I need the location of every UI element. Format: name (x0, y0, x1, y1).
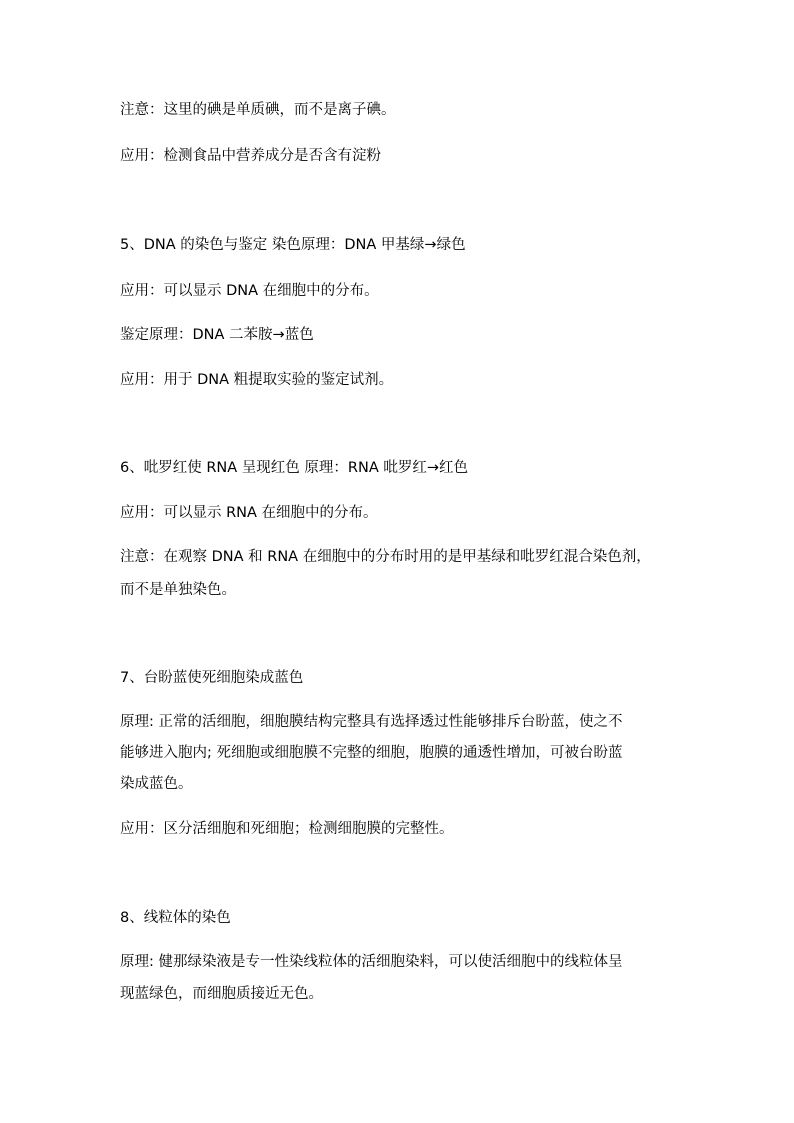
application-rna-distribution: 应用：可以显示 RNA 在细胞中的分布。 (120, 505, 378, 521)
note-iodine: 注意：这里的碘是单质碘，而不是离子碘。 (120, 102, 396, 118)
section-8-heading: 8、线粒体的染色 (120, 910, 231, 926)
application-dna-distribution: 应用：可以显示 DNA 在细胞中的分布。 (120, 283, 379, 299)
principle-janus-green-line-2: 现蓝绿色，而细胞质接近无色。 (120, 986, 323, 1002)
section-6-heading: 6、吡罗红使 RNA 呈现红色 原理：RNA 吡罗红→红色 (120, 460, 468, 476)
identification-principle: 鉴定原理：DNA 二苯胺→蓝色 (120, 327, 314, 343)
note-mixed-stain-line-2: 而不是单独染色。 (120, 582, 236, 598)
application-dna-extraction: 应用：用于 DNA 粗提取实验的鉴定试剂。 (120, 372, 394, 388)
principle-janus-green-line-1: 原理: 健那绿染液是专一性染线粒体的活细胞染料，可以使活细胞中的线粒体呈 (120, 954, 623, 970)
section-5-heading: 5、DNA 的染色与鉴定 染色原理：DNA 甲基绿→绿色 (120, 237, 466, 253)
principle-trypan-line-1: 原理: 正常的活细胞，细胞膜结构完整具有选择透过性能够排斥台盼蓝，使之不 (120, 714, 623, 730)
principle-trypan-line-3: 染成蓝色。 (120, 776, 193, 792)
note-mixed-stain-line-1: 注意：在观察 DNA 和 RNA 在细胞中的分布时用的是甲基绿和吡罗红混合染色剂， (120, 549, 651, 565)
application-cell-viability: 应用：区分活细胞和死细胞；检测细胞膜的完整性。 (120, 821, 454, 837)
principle-trypan-line-2: 能够进入胞内; 死细胞或细胞膜不完整的细胞，胞膜的通透性增加，可被台盼蓝 (120, 745, 623, 761)
section-7-heading: 7、台盼蓝使死细胞染成蓝色 (120, 670, 304, 686)
application-starch: 应用：检测食品中营养成分是否含有淀粉 (120, 148, 381, 164)
